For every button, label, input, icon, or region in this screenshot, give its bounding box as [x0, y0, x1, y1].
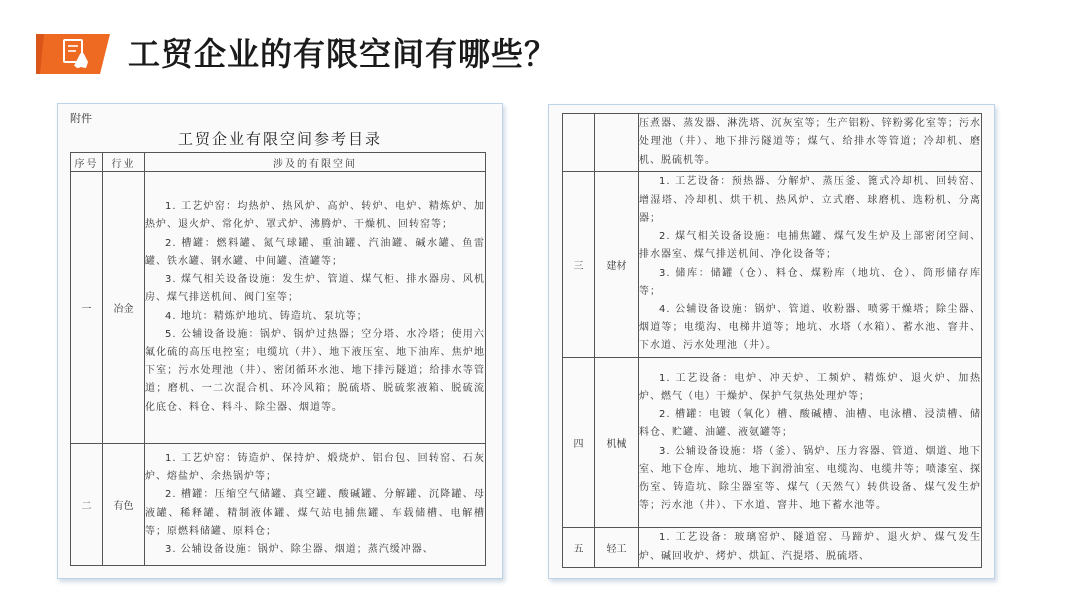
- table-row: [563, 172, 982, 358]
- row-number: 五: [563, 528, 595, 568]
- column-header-industry: 行业: [103, 153, 145, 172]
- row-spaces: [639, 528, 982, 568]
- catalog-page-right: [548, 104, 995, 579]
- table-row: [563, 114, 982, 172]
- row-industry: 机械: [595, 358, 639, 528]
- row-spaces: [639, 358, 982, 528]
- column-header-number: 序号: [71, 153, 103, 172]
- row-number: 三: [563, 172, 595, 358]
- row-number: [563, 114, 595, 172]
- row-number: 一: [71, 172, 103, 444]
- space-item-text: 1. 工艺炉窑：均热炉、热风炉、高炉、转炉、电炉、精炼炉、加热炉、退火炉、常化炉、罩式炉、沸腾炉、干燥机、回转窑等；: [145, 201, 485, 231]
- row-spaces: [639, 172, 982, 358]
- row-industry: 冶金: [103, 172, 145, 444]
- catalog-page-left: [57, 103, 503, 579]
- slide-logo: [36, 32, 114, 76]
- table-row: [71, 444, 486, 566]
- attachment-label: 附件: [70, 112, 92, 125]
- space-item-text: 3. 煤气相关设备设施：发生炉、管道、煤气柜、排水器房、风机房、煤气排送机间、阀门室等；: [145, 274, 485, 304]
- space-item-text: 1. 工艺炉窑：铸造炉、保持炉、煅烧炉、铝台包、回转窑、石灰炉、熔盐炉、余热锅炉等；: [145, 452, 485, 483]
- space-item-text: 2. 槽罐：压缩空气储罐、真空罐、酸碱罐、分解罐、沉降罐、母液罐、稀释罐、精制液体罐、煤气站电捕焦罐、车载储槽、电解槽等；原燃料储罐、原料仓；: [145, 489, 485, 537]
- table-header-row: [71, 153, 486, 172]
- catalog-table-right: [562, 113, 982, 568]
- space-item-text: 1. 工艺设备：玻璃窑炉、隧道窑、马蹄炉、退火炉、煤气发生炉、碱回收炉、烤炉、烘缸、汽提塔、脱硫塔、: [639, 532, 981, 562]
- row-number: 四: [563, 358, 595, 528]
- row-industry: 有色: [103, 444, 145, 566]
- space-item-text: 3. 公辅设备设施：锅炉、除尘器、烟道；蒸汽缓冲器、: [165, 543, 434, 555]
- space-item-text: 2. 槽罐：燃料罐、氮气球罐、重油罐、汽油罐、碱水罐、鱼雷罐、铁水罐、钢水罐、中间罐、渣罐等；: [145, 237, 485, 267]
- space-item-text: 1. 工艺设备：预热器、分解炉、蒸压釜、篦式冷却机、回转窑、增湿塔、冷却机、烘干机、热风炉、立式磨、球磨机、选粉机、分离器；: [639, 176, 981, 224]
- table-row: [563, 528, 982, 568]
- document-title: 工贸企业有限空间参考目录: [177, 130, 382, 148]
- space-item-text: 压煮器、蒸发器、淋洗塔、沉灰室等；生产铝粉、锌粉雾化室等；污水处理池（井）、地下排污隧道等；煤气、给排水等管道；冷却机、磨机、脱硫机等。: [639, 118, 981, 166]
- row-number: 二: [71, 444, 103, 566]
- row-spaces: [145, 444, 486, 566]
- table-row: [71, 172, 486, 444]
- row-spaces: [639, 114, 982, 172]
- space-item-text: 1. 工艺设备：电炉、冲天炉、工频炉、精炼炉、退火炉、加热炉、燃气（电）干燥炉、保护气氛热处理炉等；: [639, 372, 981, 402]
- catalog-table-left: [70, 152, 486, 566]
- space-item-text: 4. 公辅设备设施：锅炉、管道、收粉器、喷雾干燥塔；除尘器、烟道等；电缆沟、电梯井道等；地坑、水塔（水箱）、蓄水池、窨井、下水道、污水处理池（井）。: [639, 303, 981, 352]
- space-item-text: 3. 公辅设备设施：塔（釜）、锅炉、压力容器、管道、烟道、地下室、地下仓库、地坑、地下润滑油室、电缆沟、电缆井等；喷漆室、探伤室、铸造坑、除尘器室等、煤气（天然气）转供设备、煤气发生炉等；污水池（井）、下水道、窨井、地下蓄水池等。: [639, 445, 981, 512]
- space-item-text: 4. 地坑：精炼炉地坑、铸造坑、泵坑等；: [165, 310, 368, 322]
- space-item-text: 5. 公辅设备设施：锅炉、锅炉过热器；空分塔、水冷塔；使用六氟化硫的高压电控室；电缆坑（井）、地下液压室、地下油库、焦炉地下室；污水处理池（井）、密闭循环水池、地下排污隧道；给排水等管道；磨机、一二次混合机、环冷风箱；脱硫塔、脱硫浆液箱、脱硫流化底仓、料仓、料斗、除尘器、烟道等。: [145, 328, 485, 413]
- row-spaces: [145, 172, 486, 444]
- space-item-text: 2. 煤气相关设备设施：电捕焦罐、煤气发生炉及上部密闭空间、排水器室、煤气排送机间、净化设备等；: [639, 231, 981, 261]
- row-industry: 建材: [595, 172, 639, 358]
- row-industry: [595, 114, 639, 172]
- document-hand-icon: [36, 32, 114, 76]
- page-title: 工贸企业的有限空间有哪些？: [128, 35, 558, 73]
- space-item-text: 3. 储库：储罐（仓）、料仓、煤粉库（地坑、仓）、筒形储存库等；: [639, 267, 981, 297]
- space-item-text: 2. 槽罐：电镀（氧化）槽、酸碱槽、油槽、电泳槽、浸渍槽、储料仓、贮罐、油罐、液氨罐等；: [639, 409, 981, 439]
- row-industry: 轻工: [595, 528, 639, 568]
- column-header-spaces: 涉及的有限空间: [145, 153, 486, 172]
- table-row: [563, 358, 982, 528]
